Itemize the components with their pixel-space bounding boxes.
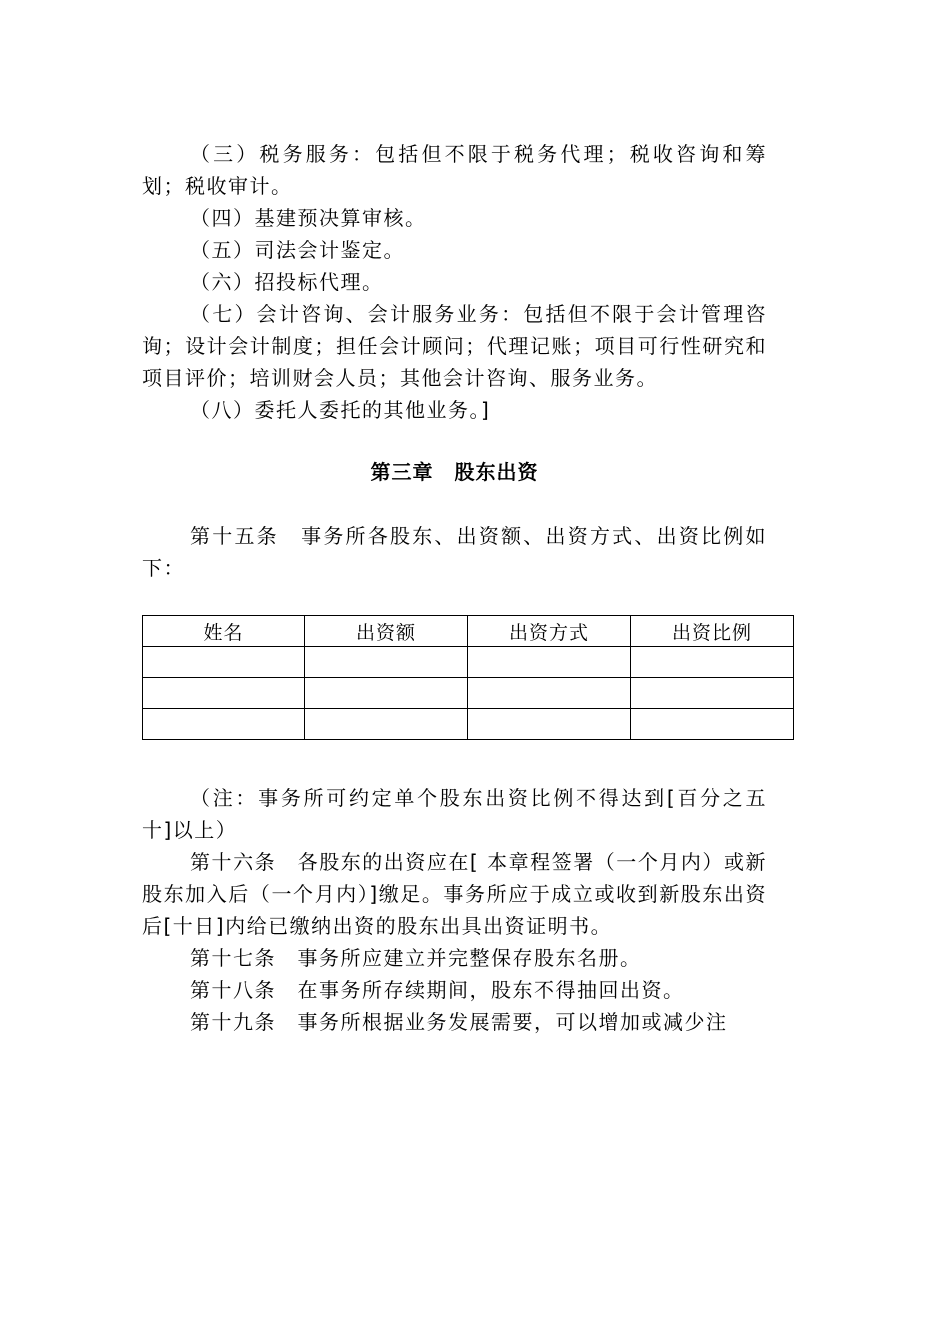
column-header-amount: 出资额: [305, 616, 468, 647]
tax-services-item: （三）税务服务：包括但不限于税务代理；税收咨询和筹划；税收审计。: [142, 142, 767, 198]
chapter-title: 第三章 股东出资: [370, 460, 539, 484]
table-cell: [468, 647, 631, 678]
note-text: （注：事务所可约定单个股东出资比例不得达到[百分之五十]以上）: [142, 786, 767, 842]
shareholder-contribution-table: [142, 615, 794, 740]
articles-16-19-block: [142, 782, 767, 1038]
article-15-text: 第十五条 事务所各股东、出资额、出资方式、出资比例如下：: [142, 524, 767, 580]
column-header-ratio: 出资比例: [631, 616, 794, 647]
article-16-text: 第十六条 各股东的出资应在[ 本章程签署（一个月内）或新股东加入后（一个月内）]缴足。事务所应于成立或收到新股东出资后[十日]内给已缴纳出资的股东出具出资证明书。: [142, 850, 767, 938]
table-cell: [305, 678, 468, 709]
article-18-text: 第十八条 在事务所存续期间，股东不得抽回出资。: [190, 978, 685, 1002]
table-cell: [143, 647, 305, 678]
table-header-row: [143, 616, 794, 647]
column-header-method: 出资方式: [468, 616, 631, 647]
other-business-item: （八）委托人委托的其他业务。]: [190, 398, 491, 422]
table-cell: [305, 709, 468, 740]
business-scope-list: [142, 138, 767, 426]
article-19-text: 第十九条 事务所根据业务发展需要，可以增加或减少注: [190, 1010, 728, 1034]
table-row: [143, 678, 794, 709]
table-cell: [468, 709, 631, 740]
budget-review-item: （四）基建预决算审核。: [190, 206, 427, 230]
table-cell: [143, 709, 305, 740]
accounting-consulting-item: （七）会计咨询、会计服务业务：包括但不限于会计管理咨询；设计会计制度；担任会计顾问；代理记账；项目可行性研究和项目评价；培训财会人员；其他会计咨询、服务业务。: [142, 302, 767, 390]
forensic-accounting-item: （五）司法会计鉴定。: [190, 238, 405, 262]
column-header-name: 姓名: [143, 616, 305, 647]
table-cell: [305, 647, 468, 678]
table-cell: [143, 678, 305, 709]
bidding-agency-item: （六）招投标代理。: [190, 270, 384, 294]
table-cell: [631, 709, 794, 740]
table-cell: [631, 678, 794, 709]
table-cell: [631, 647, 794, 678]
article-17-text: 第十七条 事务所应建立并完整保存股东名册。: [190, 946, 642, 970]
table-row: [143, 709, 794, 740]
table-cell: [468, 678, 631, 709]
table-row: [143, 647, 794, 678]
article-15-block: [142, 520, 767, 584]
